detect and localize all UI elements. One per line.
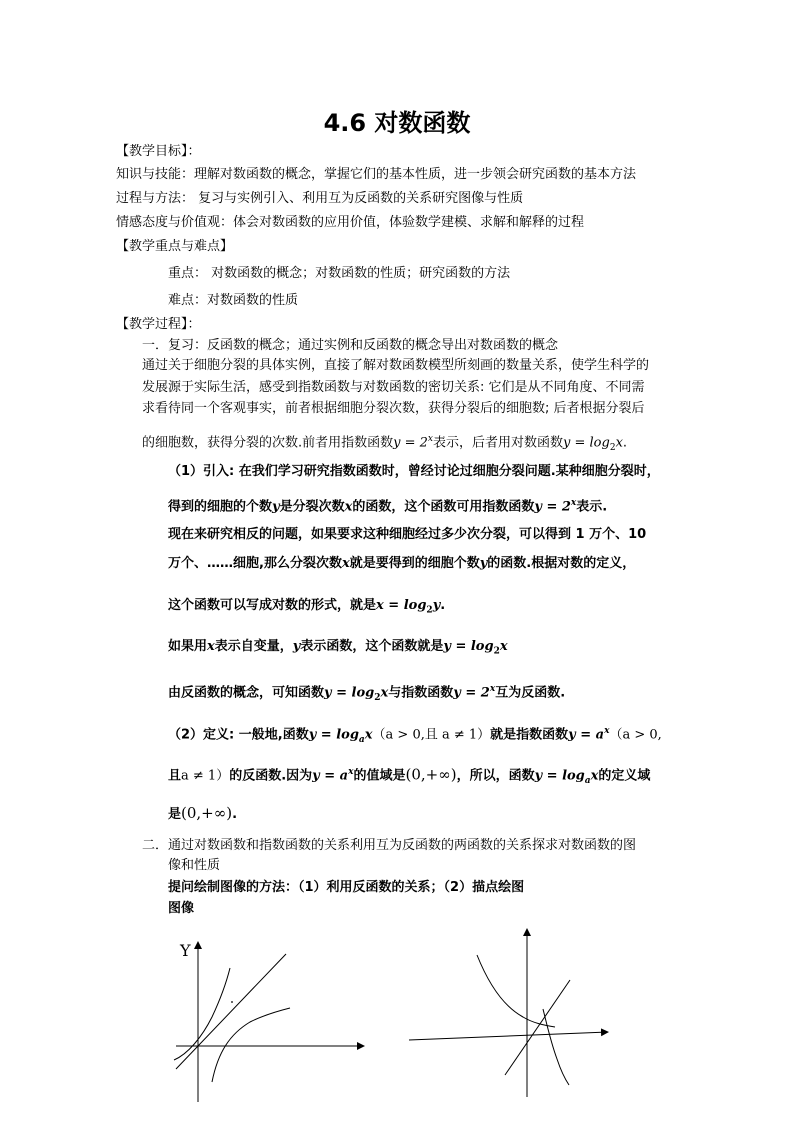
goals-header: 【教学目标】： xyxy=(116,144,201,159)
curve-exponential xyxy=(477,955,555,1027)
line-y-equals-x xyxy=(505,980,570,1075)
intro-line-5: 这个函数可以写成对数的形式，就是$x = \log_2y$. xyxy=(168,598,446,616)
intro-line-3: 现在来研究相反的问题，如果要求这种细胞经过多少次分裂，可以得到 1 万个、10 xyxy=(168,527,647,542)
curve-logarithmic xyxy=(543,1009,569,1085)
goal-attitude: 情感态度与价值观：体会对数函数的应用价值，体验数学建模、求解和解释的过程 xyxy=(116,215,585,230)
def-line-2: 且a ≠ 1）的反函数.因为$y = a^x$的值域是(0,+∞)，所以，函数$y = \log_ax$的定义域 xyxy=(168,765,651,786)
keypoint: 重点： 对数函数的概念；对数函数的性质；研究函数的方法 xyxy=(168,266,511,281)
intro-line-2: 得到的细胞的个数y是分裂次数x的函数，这个函数可用指数函数$y = 2^x$表示. xyxy=(168,498,608,515)
intro-line-4: 万个、……细胞,那么分裂次数x就是要得到的细胞个数y的函数.根据对数的定义， xyxy=(168,556,636,571)
para1-last-line: 的细胞数，获得分裂的次数.前者用指数函数$y = 2^x$表示，后者用对数函数$y = \log_2x$. xyxy=(142,434,628,453)
intro-line-1: （1）引入: 在我们学习研究指数函数时，曾经讨论过细胞分裂问题.某种细胞分裂时， xyxy=(168,464,660,479)
intro-line-7: 由反函数的概念，可知函数$y = \log_2x$与指数函数$y = 2^x$互为反函数. xyxy=(168,684,566,703)
section2-line: 像和性质 xyxy=(168,858,221,873)
x-axis xyxy=(409,1032,608,1040)
method-line: 提问绘制图像的方法：（1）利用反函数的关系；（2）描点绘图 xyxy=(168,880,525,895)
graph-left xyxy=(168,932,378,1107)
line-y-equals-x xyxy=(176,954,286,1069)
keypoints-header: 【教学重点与难点】 xyxy=(116,239,234,254)
page-title: 4.6 对数函数 xyxy=(323,109,471,137)
section2-line: 二．通过对数函数和指数函数的关系利用互为反函数的两函数的关系探求对数函数的图 xyxy=(142,838,637,853)
para1-line: 求看待同一个客观事实，前者根据细胞分裂次数，获得分裂后的细胞数; 后者根据分裂后 xyxy=(142,401,645,416)
difficulty: 难点：对数函数的性质 xyxy=(168,293,299,308)
def-line-3: 是(0,+∞). xyxy=(168,804,238,822)
goal-knowledge: 知识与技能：理解对数函数的概念，掌握它们的基本性质，进一步领会研究函数的基本方法 xyxy=(116,167,637,182)
goal-process: 过程与方法： 复习与实例引入、利用互为反函数的关系研究图像与性质 xyxy=(116,191,524,206)
para1-line: 发展源于实际生活，感受到指数函数与对数函数的密切关系: 它们是从不同角度、不同需 xyxy=(142,380,645,395)
y-axis-label: Y xyxy=(180,941,191,960)
graph-right xyxy=(405,925,615,1100)
review-line: 一．复习：反函数的概念；通过实例和反函数的概念导出对数函数的概念 xyxy=(142,338,559,353)
process-header: 【教学过程】： xyxy=(116,317,201,332)
def-line-1: （2）定义: 一般地,函数$y = \log_ax(a > 0$,且 a ≠ 1）就是指数函数$y = a^x(a > 0$, xyxy=(168,726,662,745)
intro-line-6: 如果用x表示自变量，y表示函数，这个函数就是$y = \log_2x$ xyxy=(168,639,508,657)
image-label: 图像 xyxy=(168,901,195,916)
para1-line: 通过关于细胞分裂的具体实例，直接了解对数函数模型所刻画的数量关系，使学生科学的 xyxy=(142,358,650,373)
